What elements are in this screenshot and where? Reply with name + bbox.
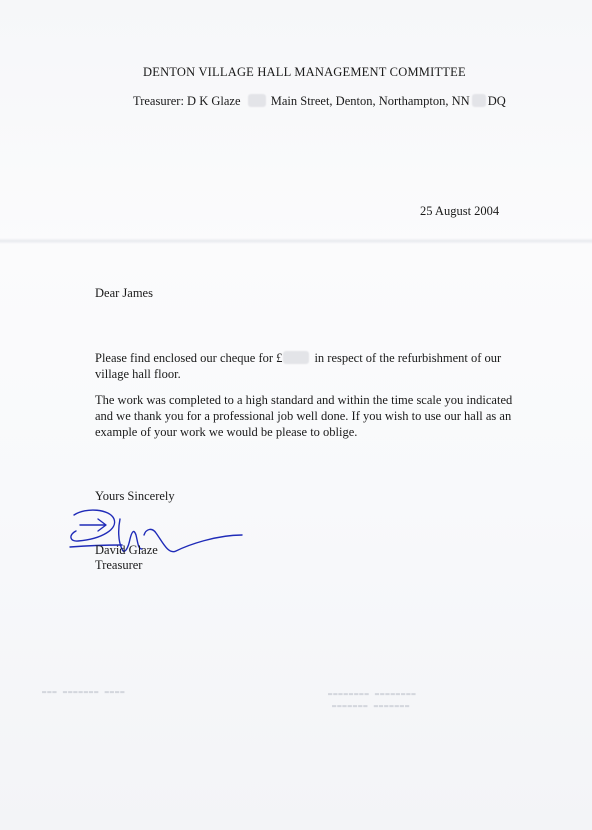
paper-fold-line	[0, 238, 592, 244]
show-through-mark-left: ▬▬▬ ▬▬▬▬▬▬▬ ▬▬▬▬	[42, 688, 126, 696]
signatory-name: David Glaze	[95, 543, 158, 557]
paragraph-thanks	[95, 392, 515, 440]
paragraph-cheque	[95, 350, 515, 382]
letter-date: 25 August 2004	[420, 204, 500, 218]
salutation: Dear James	[95, 286, 153, 300]
paragraph-thanks-line-3: example of your work we would be please to oblige.	[95, 425, 358, 439]
letterhead-title: DENTON VILLAGE HALL MANAGEMENT COMMITTEE	[143, 65, 466, 79]
paragraph-thanks-line-1: The work was completed to a high standard and within the time scale you indicated	[95, 393, 513, 407]
address-prefix: Treasurer: D K Glaze	[133, 94, 241, 108]
paragraph-thanks-line-2: and we thank you for a professional job well done. If you wish to use our hall as an	[95, 409, 512, 423]
show-through-mark-right-2: ▬▬▬▬▬▬▬ ▬▬▬▬▬▬▬	[332, 702, 411, 710]
closing: Yours Sincerely	[95, 489, 175, 503]
letterhead-address	[133, 93, 506, 109]
cheque-text-after-amount: in respect of the refurbishment of our	[314, 351, 502, 365]
address-postcode-end: DQ	[487, 94, 506, 108]
redacted-house-number	[248, 94, 266, 107]
cheque-text-before-amount: Please find enclosed our cheque for £	[95, 351, 283, 365]
redacted-postcode	[472, 94, 486, 107]
signatory-title: Treasurer	[95, 558, 143, 572]
address-street: Main Street, Denton, Northampton, NN	[270, 94, 470, 108]
paragraph-cheque-line-1	[95, 350, 515, 366]
show-through-mark-right-1: ▬▬▬▬▬▬▬▬ ▬▬▬▬▬▬▬▬	[328, 690, 417, 698]
paragraph-cheque-line-2: village hall floor.	[95, 367, 181, 381]
redacted-amount	[283, 351, 309, 364]
